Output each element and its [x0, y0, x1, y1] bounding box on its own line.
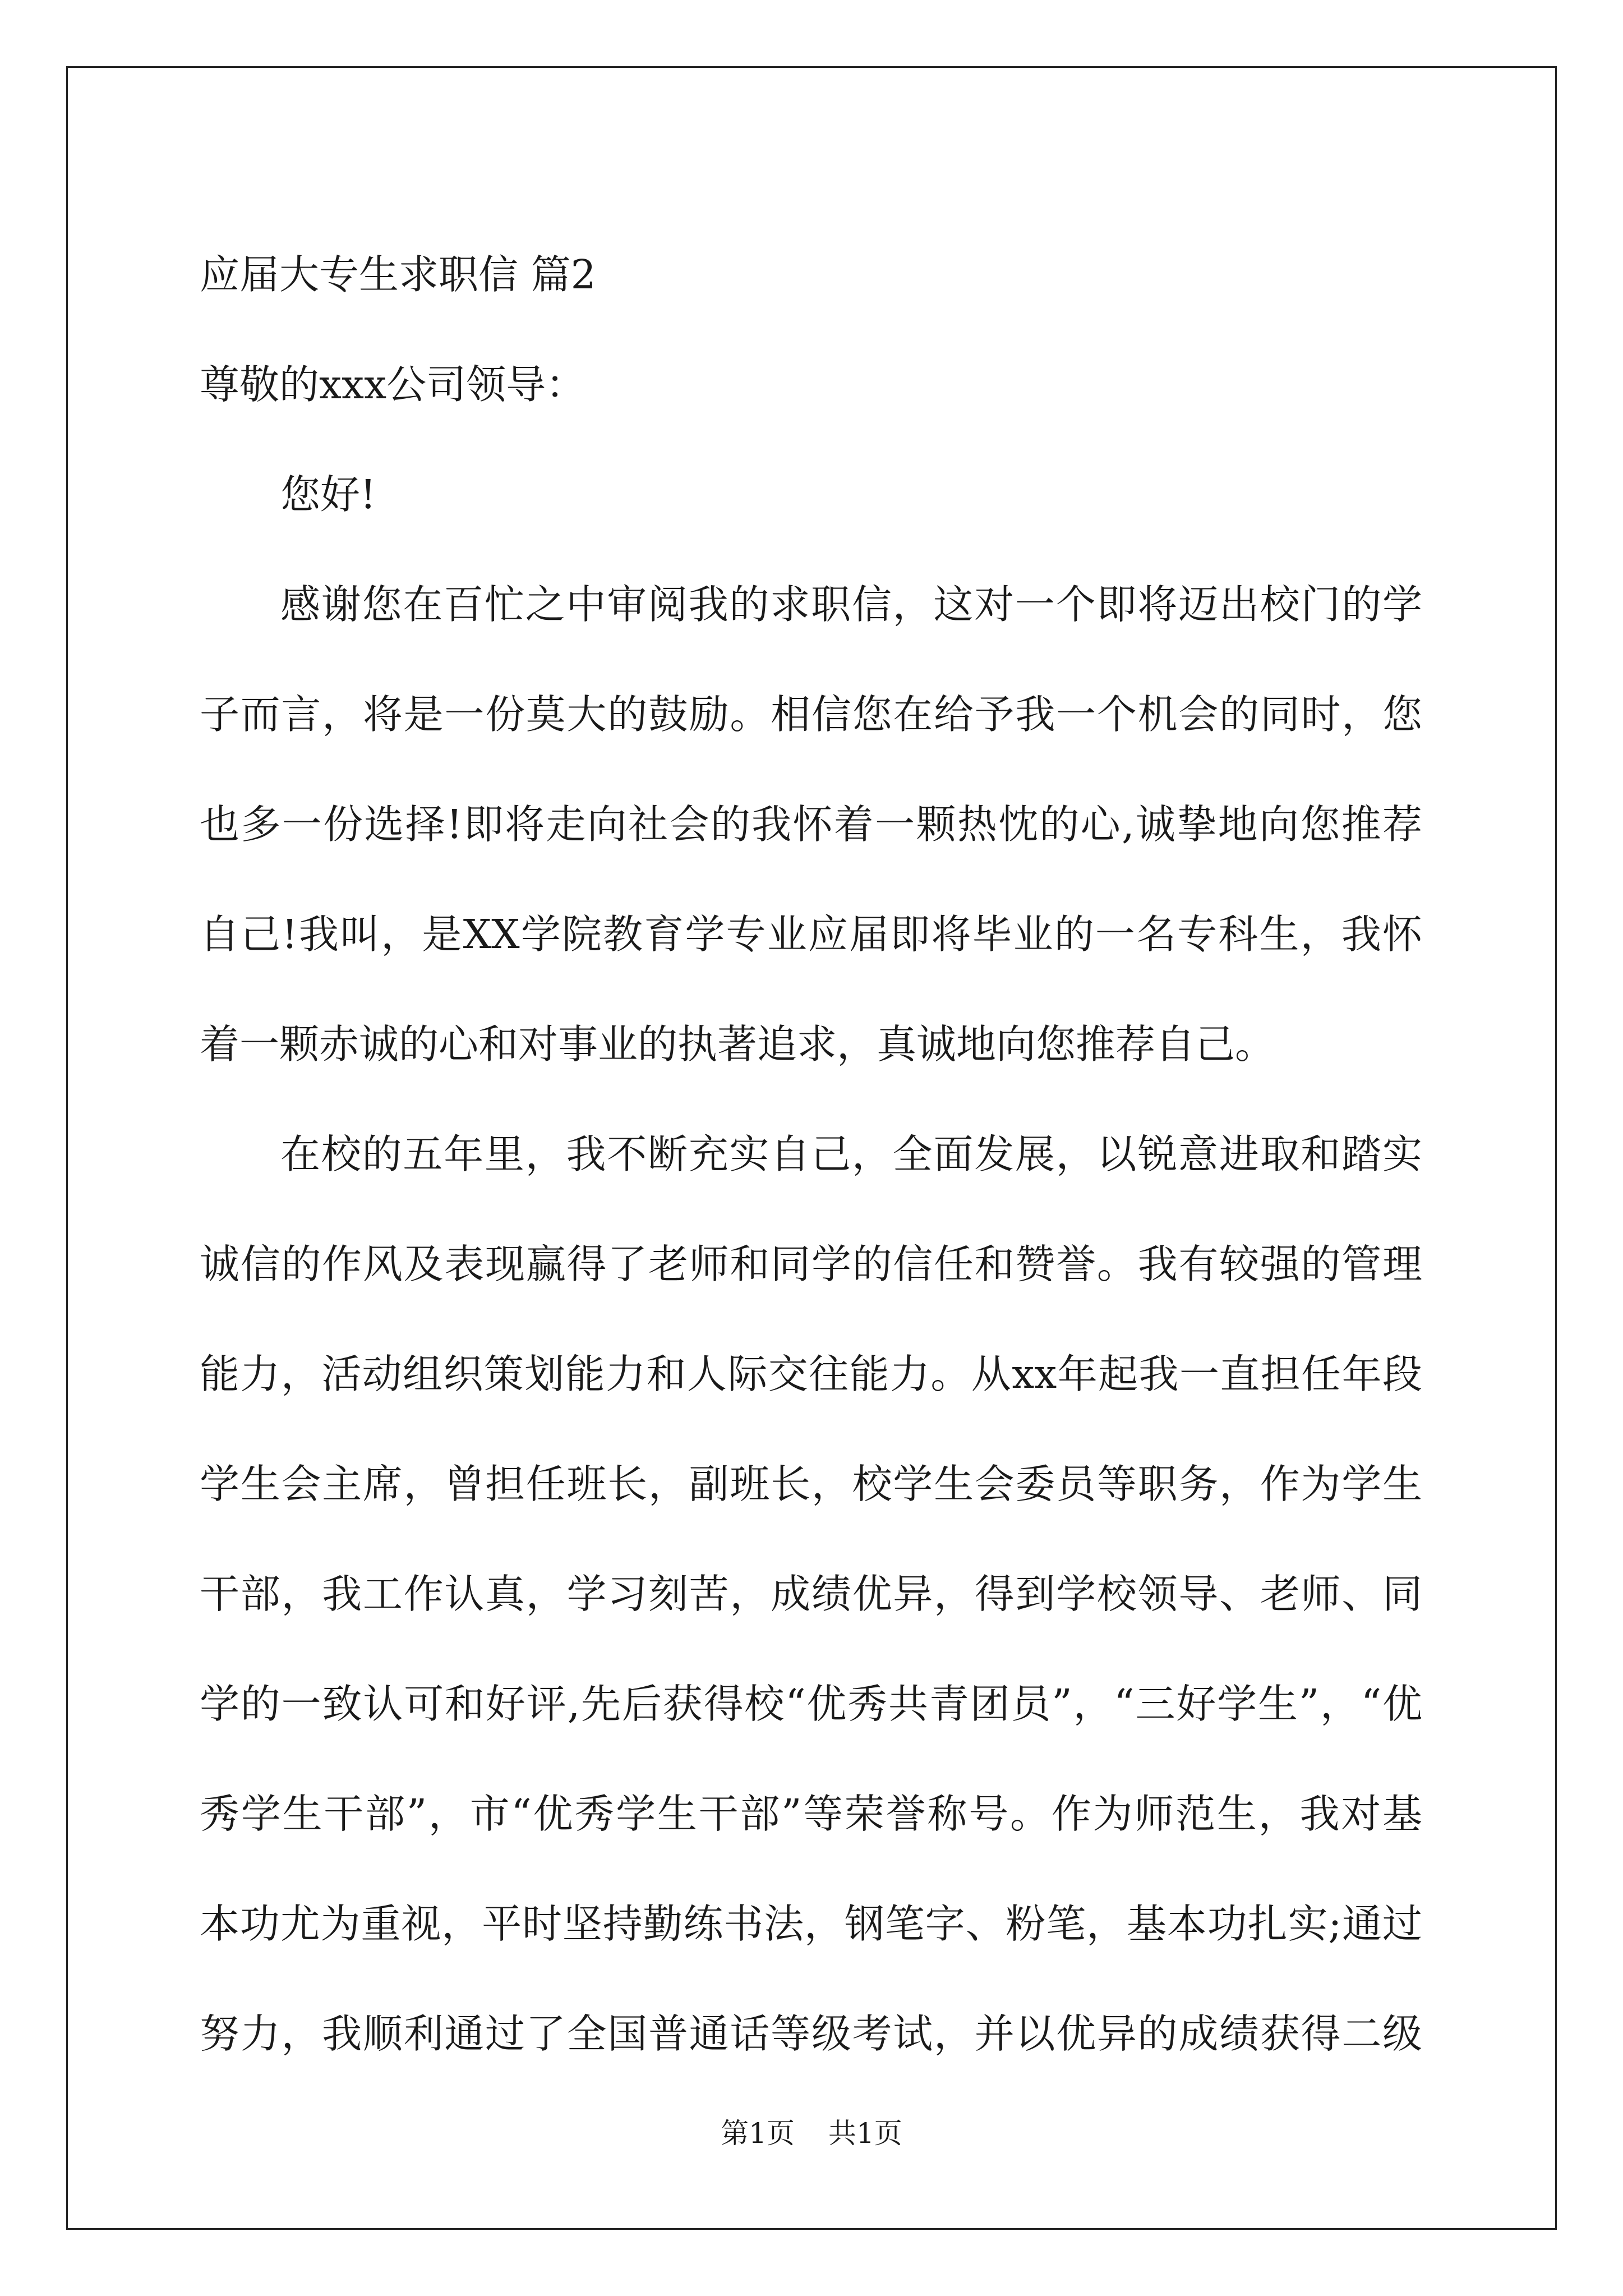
paragraph-line: 在校的五年里，我不断充实自己，全面发展，以锐意进取和踏实 [280, 1131, 1422, 1177]
paragraph-line: 能力，活动组织策划能力和人际交往能力。从xx年起我一直担任年段 [200, 1351, 1422, 1397]
document-body [200, 220, 1422, 2089]
page-number: 第1页 [721, 2117, 795, 2150]
salutation: 尊敬的xxx公司领导： [200, 361, 586, 408]
paragraph-line: 秀学生干部”，市“优秀学生干部”等荣誉称号。作为师范生，我对基 [200, 1791, 1422, 1837]
paragraph-line: 也多一份选择!即将走向社会的我怀着一颗热忱的心,诚挚地向您推荐 [200, 801, 1422, 848]
paragraph-1 [200, 550, 1422, 1099]
paragraph-line: 干部，我工作认真，学习刻苦，成绩优异，得到学校领导、老师、同 [200, 1571, 1422, 1617]
paragraph-line: 感谢您在百忙之中审阅我的求职信，这对一个即将迈出校门的学 [280, 581, 1422, 628]
paragraph-line: 自己!我叫，是XX学院教育学专业应届即将毕业的一名专科生，我怀 [200, 911, 1422, 958]
paragraph-line: 学生会主席，曾担任班长，副班长，校学生会委员等职务，作为学生 [200, 1461, 1422, 1507]
paragraph-line: 努力，我顺利通过了全国普通话等级考试，并以优异的成绩获得二级 [200, 2010, 1422, 2057]
page-footer [0, 2114, 1623, 2153]
greeting: 您好! [280, 471, 376, 518]
paragraph-line: 着一颗赤诚的心和对事业的执著追求，真诚地向您推荐自己。 [200, 1021, 1275, 1068]
paragraph-line: 诚信的作风及表现赢得了老师和同学的信任和赞誉。我有较强的管理 [200, 1241, 1422, 1287]
document-title: 应届大专生求职信 篇2 [200, 251, 596, 298]
page-total: 共1页 [828, 2117, 902, 2150]
paragraph-line: 学的一致认可和好评,先后获得校“优秀共青团员”，“三好学生”，“优 [200, 1681, 1422, 1727]
paragraph-line: 子而言，将是一份莫大的鼓励。相信您在给予我一个机会的同时，您 [200, 691, 1422, 738]
paragraph-2 [200, 1099, 1422, 2089]
paragraph-line: 本功尤为重视，平时坚持勤练书法，钢笔字、粉笔，基本功扎实;通过 [200, 1901, 1422, 1947]
